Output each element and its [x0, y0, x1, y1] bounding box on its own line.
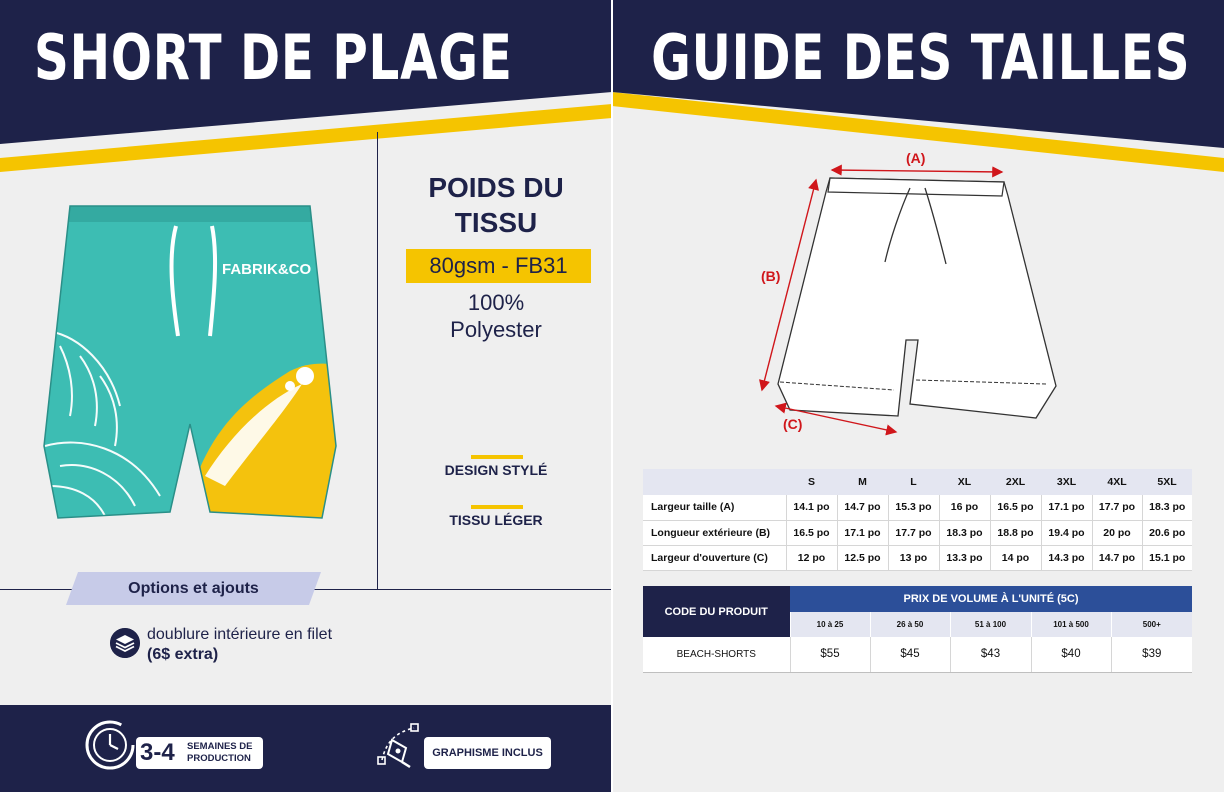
size-cell: 18.3 po — [1142, 495, 1192, 520]
fabric-code-badge: 80gsm - FB31 — [406, 249, 591, 283]
option-mesh-lining: doublure intérieure en filet — [147, 626, 333, 643]
size-cell: 14 po — [990, 545, 1041, 570]
size-cell: 16.5 po — [990, 495, 1041, 520]
size-header: 5XL — [1142, 469, 1192, 495]
shorts-size-diagram — [740, 140, 1080, 440]
table-row — [643, 637, 1192, 672]
size-header: S — [786, 469, 837, 495]
size-cell: 17.1 po — [1041, 495, 1092, 520]
size-cell: 18.3 po — [939, 520, 990, 545]
pen-tool-icon — [374, 720, 424, 770]
table-row — [643, 520, 1192, 545]
column-divider — [377, 132, 378, 590]
volume-price-table — [643, 586, 1192, 673]
size-header: 2XL — [990, 469, 1041, 495]
quantity-tier: 10 à 25 — [790, 612, 870, 637]
dimension-label-b: (B) — [761, 268, 781, 284]
size-cell: 17.7 po — [1092, 495, 1142, 520]
quantity-tier: 101 à 500 — [1031, 612, 1111, 637]
size-cell: 18.8 po — [990, 520, 1041, 545]
design-included-badge: GRAPHISME INCLUS — [424, 737, 551, 769]
production-label: SEMAINES DE PRODUCTION — [187, 741, 253, 764]
feature-light-fabric: TISSU LÉGER — [449, 512, 543, 528]
size-cell: 14.7 po — [837, 495, 888, 520]
material-percent: 100% — [467, 290, 525, 315]
size-cell: 17.7 po — [888, 520, 939, 545]
size-table-header — [643, 469, 1192, 495]
price-cell: $55 — [790, 637, 870, 672]
price-cell: $45 — [870, 637, 950, 672]
size-cell: 20 po — [1092, 520, 1142, 545]
size-cell: 20.6 po — [1142, 520, 1192, 545]
row-label: Largeur d'ouverture (C) — [643, 545, 786, 570]
price-cell: $39 — [1111, 637, 1192, 672]
size-cell: 15.3 po — [888, 495, 939, 520]
table-row — [643, 495, 1192, 520]
beach-shorts-image — [40, 196, 340, 521]
page-divider — [611, 0, 613, 792]
quantity-tier: 51 à 100 — [950, 612, 1031, 637]
page-title-size-guide: GUIDE DES TAILLES — [650, 21, 1190, 94]
size-header: XL — [939, 469, 990, 495]
feature-bar-2 — [471, 505, 523, 509]
material-text — [395, 289, 597, 343]
clock-icon — [84, 719, 136, 771]
size-cell: 17.1 po — [837, 520, 888, 545]
feature-design: DESIGN STYLÉ — [444, 462, 548, 478]
row-label: Largeur taille (A) — [643, 495, 786, 520]
product-code-header: CODE DU PRODUIT — [643, 586, 790, 637]
size-cell: 16.5 po — [786, 520, 837, 545]
volume-price-header: PRIX DE VOLUME À L'UNITÉ (5C) — [790, 586, 1192, 612]
size-cell: 12 po — [786, 545, 837, 570]
price-cell: $43 — [950, 637, 1031, 672]
size-header: M — [837, 469, 888, 495]
production-weeks: 3-4 — [140, 739, 175, 766]
option-mesh-price: (6$ extra) — [147, 646, 219, 663]
size-cell: 15.1 po — [1142, 545, 1192, 570]
size-header: 3XL — [1041, 469, 1092, 495]
table-row — [643, 545, 1192, 570]
size-cell: 14.3 po — [1041, 545, 1092, 570]
size-header: 4XL — [1092, 469, 1142, 495]
product-code: BEACH-SHORTS — [643, 637, 790, 672]
dimension-label-c: (C) — [783, 416, 803, 432]
dimension-label-a: (A) — [906, 150, 926, 166]
feature-bar-1 — [471, 455, 523, 459]
quantity-tier: 26 à 50 — [870, 612, 950, 637]
quantity-tier: 500+ — [1111, 612, 1192, 637]
size-header: L — [888, 469, 939, 495]
size-table — [643, 469, 1192, 571]
options-title: Options et ajouts — [128, 580, 259, 597]
size-cell: 14.1 po — [786, 495, 837, 520]
material-name: Polyester — [450, 317, 542, 342]
fabric-weight-title: POIDS DU TISSU — [428, 172, 564, 238]
size-cell: 12.5 po — [837, 545, 888, 570]
size-cell: 13.3 po — [939, 545, 990, 570]
size-header-blank — [643, 469, 786, 495]
brand-logo: FABRIK&CO — [222, 261, 312, 278]
page-title-product: SHORT DE PLAGE — [34, 21, 513, 94]
size-cell: 13 po — [888, 545, 939, 570]
price-cell: $40 — [1031, 637, 1111, 672]
size-cell: 14.7 po — [1092, 545, 1142, 570]
layers-icon — [110, 628, 140, 658]
size-cell: 19.4 po — [1041, 520, 1092, 545]
row-label: Longueur extérieure (B) — [643, 520, 786, 545]
size-cell: 16 po — [939, 495, 990, 520]
